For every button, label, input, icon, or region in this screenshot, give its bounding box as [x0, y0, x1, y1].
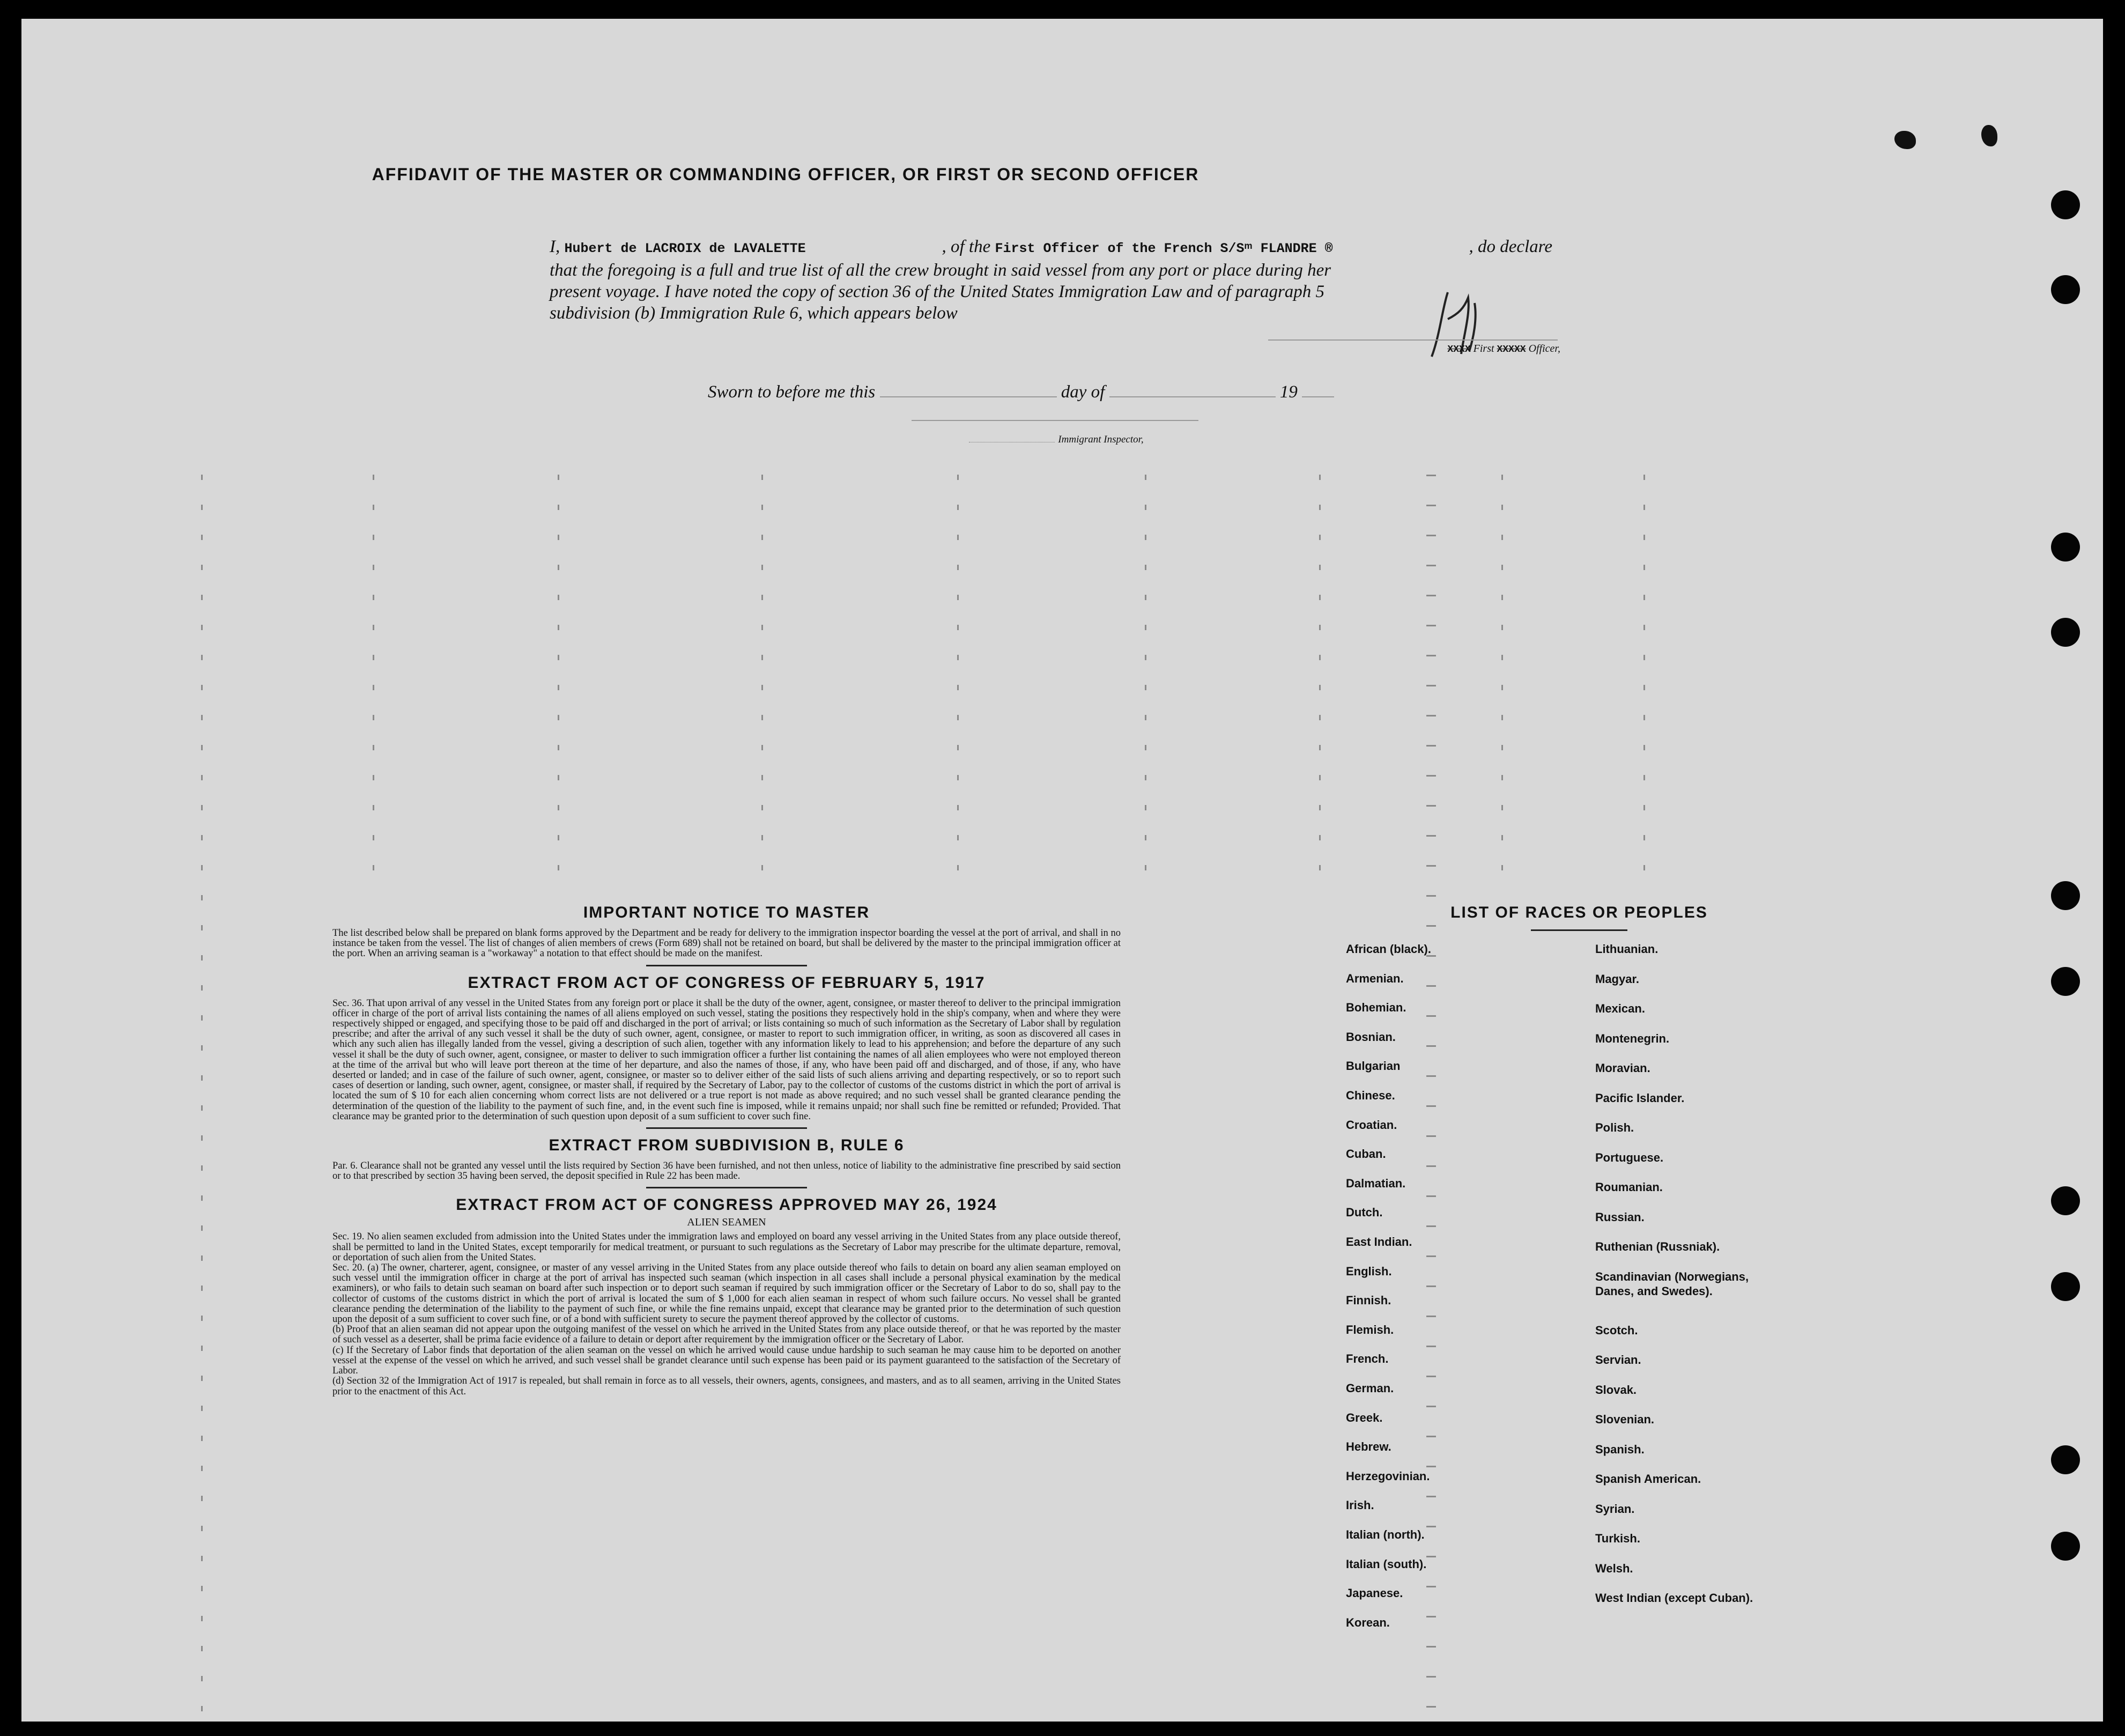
sworn-line — [708, 382, 1405, 402]
bleed-mark — [1145, 475, 1146, 480]
bleed-mark — [558, 685, 559, 690]
bleed-mark — [201, 835, 203, 840]
affidavit-intro — [550, 236, 806, 260]
race-item: Hebrew. — [1346, 1440, 1391, 1454]
bleed-mark — [201, 1556, 203, 1561]
affidavit-declare: , do declare — [1469, 237, 1552, 256]
act-1924-sec20b: (b) Proof that an alien seaman did not appear upon the outgoing manifest of the vessel on which he arrived in the United States from any place outside thereof, or that he was reported by the master of such vessel as a deserter, shall be prima facie evidence of a failure to detain or deport after requirement by the immigration officer or the Secretary of Labor. — [332, 1324, 1121, 1346]
bleed-mark — [201, 985, 203, 991]
bleed-mark — [1426, 505, 1436, 506]
bleed-mark — [1319, 595, 1321, 600]
bleed-mark — [558, 505, 559, 510]
officer-struck-word: XXXX — [1447, 344, 1471, 355]
bleed-mark — [1643, 745, 1645, 750]
bleed-mark — [957, 835, 959, 840]
bleed-mark — [957, 805, 959, 810]
race-item: Greek. — [1346, 1410, 1383, 1424]
bleed-mark — [558, 865, 559, 870]
bleed-mark — [1501, 745, 1503, 750]
bleed-mark — [558, 595, 559, 600]
bleed-mark — [201, 565, 203, 570]
bleed-mark — [201, 1286, 203, 1291]
bleed-mark — [558, 775, 559, 780]
bleed-mark — [957, 775, 959, 780]
bleed-mark — [373, 685, 374, 690]
race-item: English. — [1346, 1264, 1392, 1278]
bleed-mark — [1319, 625, 1321, 630]
divider — [646, 1127, 807, 1129]
act-1924-sec20c: (c) If the Secretary of Labor finds that deportation of the alien seaman on the vessel on which he arrived would cause undue hardship to such seaman he may cause him to be deported on another vessel at the expense of the vessel on which he arrived, and such vessel shall be grandet clearance until such expense has been paid or its payment guaranteed to the satisfaction of the Secretary of Labor. — [332, 1345, 1121, 1377]
officer-suffix: Officer, — [1528, 343, 1560, 354]
bleed-mark — [201, 625, 203, 630]
act-1924-title: EXTRACT FROM ACT OF CONGRESS APPROVED MAY 26, 1924 — [456, 1196, 997, 1214]
bleed-mark — [957, 745, 959, 750]
bleed-mark — [558, 835, 559, 840]
race-item: West Indian (except Cuban). — [1595, 1591, 1753, 1605]
race-item: Magyar. — [1595, 972, 1639, 986]
race-item: Mexican. — [1595, 1002, 1645, 1015]
bleed-mark — [201, 1075, 203, 1081]
bleed-mark — [1145, 595, 1146, 600]
affidavit-title: AFFIDAVIT OF THE MASTER OR COMMANDING OFFICER, OR FIRST OR SECOND OFFICER — [372, 165, 1200, 184]
bleed-mark — [373, 505, 374, 510]
bleed-mark — [201, 1466, 203, 1471]
race-item: Pacific Islander. — [1595, 1091, 1685, 1105]
bleed-mark — [201, 1676, 203, 1681]
race-item: Croatian. — [1346, 1118, 1397, 1132]
bleed-mark — [201, 595, 203, 600]
bleed-mark — [1643, 505, 1645, 510]
bleed-mark — [1643, 685, 1645, 690]
race-item: Armenian. — [1346, 971, 1404, 985]
bleed-mark — [201, 745, 203, 750]
bleed-mark — [957, 865, 959, 870]
bleed-mark — [1319, 835, 1321, 840]
sworn-prefix: Sworn to before me this — [708, 382, 876, 402]
bleed-mark — [761, 805, 763, 810]
bleed-mark — [201, 1225, 203, 1231]
ink-blot — [1981, 125, 1997, 146]
bleed-mark — [201, 1406, 203, 1411]
bleed-mark — [957, 535, 959, 540]
bleed-mark — [1501, 535, 1503, 540]
race-item: Lithuanian. — [1595, 942, 1658, 956]
divider — [646, 965, 807, 966]
officer-name: Hubert de LACROIX de LAVALETTE — [564, 241, 806, 256]
act-1917-text: Sec. 36. That upon arrival of any vessel in the United States from any foreign port or place it shall be the duty of the owner, agent, consignee, or master thereof to deliver to the principal immigration officer in charge of the port of arrival lists containing the names of all aliens employed on such vessel, stating the positions they respectively hold in the ship's company, when and where they were respectively shipped or engaged, and specifying those to be paid off and discharged in the port of arrival; or lists containing so much of such information as the Secretary of Labor shall by regulation prescribe; and after the arrival of any such vessel it shall be the duty of such owner, agent, consignee, or master to report to such immigration officer, in writing, as soon as discovered all cases in which any such alien has illegally landed from the vessel, giving a description of such alien, together with any information likely to lead to his apprehension; and before the departure of any such vessel it shall be the duty of such owner, agent, consignee, or master to deliver to such immigration officer a further list containing the names of all alien employees who were not employed thereon at the time of the arrival but who will leave port thereon at the time of her departure, and also the names of those, if any, who have been paid off and discharged, and of those, if any, who have deserted or landed; and in case of the failure of such owner, agent, consignee, or master so to deliver either of the said lists of such aliens arriving and departing respectively, or so to report such cases of desertion or landing, such owner, agent, consignee, or master shall, if required by the Secretary of Labor, pay to the collector of customs of the customs district in which the port of arrival is located the sum of $ 10 for each alien concerning whom correct lists are not delivered or a true report is not made as above required; and no such vessel shall be granted clearance pending the determination of the question of the liability to the payment of such fine, and, in the event such fine is imposed, while it remains unpaid; nor shall such fine be remitted or refunded; Provided. That clearance may be granted prior to the determination of such question upon deposit of a sum sufficient to cover such fine. — [332, 998, 1121, 1122]
notice-title: IMPORTANT NOTICE TO MASTER — [583, 904, 870, 921]
officer-title-line — [1362, 343, 1560, 355]
bleed-mark — [373, 835, 374, 840]
bleed-mark — [1426, 715, 1436, 716]
race-item: Montenegrin. — [1595, 1031, 1670, 1045]
affidavit-line-3: present voyage. I have noted the copy of section 36 of the United States Immigration Law and of paragraph 5 — [550, 282, 1325, 301]
bleed-mark — [373, 655, 374, 660]
race-item: Scandinavian (Norwegians, Danes, and Swedes). — [1595, 1269, 1749, 1298]
bleed-mark — [1501, 685, 1503, 690]
notices-column — [332, 904, 1121, 1397]
race-item: Portuguese. — [1595, 1150, 1664, 1164]
sworn-day-blank — [880, 396, 1057, 397]
bleed-mark — [201, 1586, 203, 1591]
act-1917-title: EXTRACT FROM ACT OF CONGRESS OF FEBRUARY 5, 1917 — [468, 973, 986, 992]
bleed-mark — [957, 565, 959, 570]
bleed-mark — [558, 565, 559, 570]
bleed-mark — [201, 1376, 203, 1381]
bleed-mark — [957, 655, 959, 660]
punch-hole — [2051, 1272, 2080, 1301]
bleed-mark — [761, 655, 763, 660]
races-divider — [1531, 929, 1627, 931]
bleed-mark — [1426, 805, 1436, 807]
race-item: Bohemian. — [1346, 1001, 1406, 1015]
race-item: Chinese. — [1346, 1089, 1395, 1102]
bleed-mark — [1426, 565, 1436, 566]
affidavit-of-the: , of the — [942, 237, 991, 256]
bleed-mark — [1319, 475, 1321, 480]
races-list — [1346, 904, 1812, 1693]
bleed-mark — [1501, 775, 1503, 780]
bleed-mark — [201, 1706, 203, 1711]
race-item: Flemish. — [1346, 1323, 1394, 1336]
officer-struck-word-2: XXXXX — [1497, 344, 1526, 355]
bleed-mark — [1501, 835, 1503, 840]
race-item: Spanish. — [1595, 1442, 1645, 1456]
bleed-mark — [957, 505, 959, 510]
rule-6-title: EXTRACT FROM SUBDIVISION B, RULE 6 — [549, 1136, 905, 1155]
bleed-mark — [373, 625, 374, 630]
bleed-mark — [1643, 475, 1645, 480]
race-item: Russian. — [1595, 1210, 1645, 1224]
bleed-mark — [761, 865, 763, 870]
bleed-mark — [373, 535, 374, 540]
bleed-mark — [201, 1045, 203, 1051]
bleed-mark — [761, 505, 763, 510]
race-item: Scotch. — [1595, 1323, 1638, 1337]
inspector-label-row — [912, 434, 1201, 446]
sworn-year-blank — [1302, 396, 1334, 397]
bleed-mark — [1643, 865, 1645, 870]
race-item: Ruthenian (Russniak). — [1595, 1240, 1720, 1253]
bleed-mark — [1501, 565, 1503, 570]
punch-hole — [2051, 533, 2080, 562]
race-item: Moravian. — [1595, 1061, 1650, 1075]
bleed-mark — [1426, 775, 1436, 777]
bleed-mark — [201, 1616, 203, 1621]
race-item: Slovak. — [1595, 1383, 1637, 1397]
affidavit-position-text — [942, 236, 1333, 260]
race-item: French. — [1346, 1352, 1389, 1366]
bleed-mark — [373, 565, 374, 570]
bleed-mark — [1501, 595, 1503, 600]
bleed-mark — [1643, 775, 1645, 780]
bleed-mark — [1145, 835, 1146, 840]
bleed-mark — [1145, 625, 1146, 630]
bleed-mark — [1319, 655, 1321, 660]
punch-hole — [2051, 275, 2080, 304]
bleed-mark — [1643, 655, 1645, 660]
punch-hole — [2051, 190, 2080, 219]
bleed-mark — [1145, 655, 1146, 660]
affidavit-first-line — [550, 236, 1552, 260]
bleed-mark — [201, 865, 203, 870]
race-item: Polish. — [1595, 1121, 1634, 1134]
bleed-mark — [1501, 865, 1503, 870]
bleed-mark — [201, 805, 203, 810]
race-item: Japanese. — [1346, 1586, 1403, 1600]
sworn-year: 19 — [1279, 382, 1298, 402]
race-item: East Indian. — [1346, 1235, 1412, 1249]
bleed-mark — [201, 955, 203, 961]
punch-hole — [2051, 1445, 2080, 1474]
inspector-signature-line — [912, 420, 1198, 421]
bleed-mark — [1643, 835, 1645, 840]
bleed-mark — [1319, 805, 1321, 810]
bleed-mark — [201, 1255, 203, 1261]
affidavit-line-2: that the foregoing is a full and true list of all the crew brought in said vessel from any port or place during her — [550, 261, 1331, 280]
bleed-mark — [1319, 505, 1321, 510]
bleed-mark — [1319, 745, 1321, 750]
race-item: Turkish. — [1595, 1532, 1640, 1545]
race-item: Welsh. — [1595, 1561, 1633, 1575]
bleed-mark — [1501, 475, 1503, 480]
bleed-mark — [201, 895, 203, 900]
bleed-mark — [957, 625, 959, 630]
act-1924-subtitle: ALIEN SEAMEN — [687, 1216, 766, 1229]
bleed-mark — [1643, 715, 1645, 720]
bleed-mark — [373, 475, 374, 480]
bleed-mark — [761, 715, 763, 720]
officer-first: First — [1473, 343, 1494, 354]
bleed-mark — [373, 595, 374, 600]
bleed-mark — [201, 925, 203, 930]
bleed-mark — [761, 775, 763, 780]
bleed-mark — [1145, 865, 1146, 870]
race-item: Dutch. — [1346, 1206, 1383, 1220]
bleed-mark — [1643, 805, 1645, 810]
bleed-mark — [201, 1195, 203, 1201]
bleed-mark — [201, 1316, 203, 1321]
punch-hole — [2051, 967, 2080, 996]
bleed-mark — [201, 1496, 203, 1501]
race-item: Italian (south). — [1346, 1557, 1427, 1571]
race-item: Bulgarian — [1346, 1059, 1401, 1073]
bleed-mark — [1643, 595, 1645, 600]
bleed-mark — [761, 535, 763, 540]
bleed-mark — [957, 595, 959, 600]
bleed-mark — [1426, 895, 1436, 897]
race-item: Roumanian. — [1595, 1180, 1663, 1194]
race-item: Spanish American. — [1595, 1472, 1701, 1486]
bleed-mark — [1426, 475, 1436, 476]
bleed-mark — [558, 535, 559, 540]
punch-hole — [2051, 1186, 2080, 1215]
bleed-mark — [201, 685, 203, 690]
bleed-mark — [761, 625, 763, 630]
bleed-mark — [1145, 535, 1146, 540]
punch-hole — [2051, 618, 2080, 647]
bleed-mark — [373, 805, 374, 810]
bleed-mark — [1145, 685, 1146, 690]
act-1924-sec19: Sec. 19. No alien seamen excluded from admission into the United States under the immigration laws and employed on board any vessel arriving in the United States from any place outside thereof, shall be permitted to land in the United States, except temporarily for medical treatment, or pursuant to such regulations as the Secretary of Labor may prescribe for the ultimate departure, removal, or deportation of such alien from the United States. — [332, 1231, 1121, 1263]
races-grid — [1346, 942, 1812, 1693]
bleed-mark — [1426, 685, 1436, 686]
inspector-label: Immigrant Inspector, — [1058, 434, 1144, 445]
races-title: LIST OF RACES OR PEOPLES — [1450, 904, 1708, 921]
bleed-mark — [201, 1346, 203, 1351]
bleed-mark — [201, 1526, 203, 1531]
bleed-mark — [1426, 865, 1436, 867]
bleed-mark — [1643, 535, 1645, 540]
bleed-mark — [957, 475, 959, 480]
bleed-mark — [1501, 715, 1503, 720]
bleed-mark — [1145, 805, 1146, 810]
bleed-mark — [1501, 655, 1503, 660]
race-item: German. — [1346, 1382, 1394, 1395]
bleed-mark — [1426, 1706, 1436, 1708]
sworn-month-blank — [1109, 396, 1276, 397]
race-item: African (black). — [1346, 942, 1431, 956]
bleed-mark — [1426, 835, 1436, 837]
bleed-mark — [201, 1436, 203, 1441]
bleed-mark — [201, 1015, 203, 1021]
bleed-mark — [201, 1135, 203, 1141]
race-item: Slovenian. — [1595, 1413, 1655, 1426]
bleed-mark — [201, 475, 203, 480]
bleed-mark — [201, 775, 203, 780]
bleed-mark — [1319, 685, 1321, 690]
bleed-mark — [201, 1646, 203, 1651]
signature-line — [1268, 339, 1558, 341]
bleed-mark — [1426, 535, 1436, 536]
divider — [646, 1187, 807, 1188]
bleed-mark — [201, 1165, 203, 1171]
bleed-mark — [201, 505, 203, 510]
rule-6-text: Par. 6. Clearance shall not be granted any vessel until the lists required by Section 36 have been furnished, and not then unless, notice of liability to the administrative fine prescribed by said section or to that prescribed by section 35 having been served, the deposit specified in Rule 22 has been made. — [332, 1161, 1121, 1182]
bleed-mark — [1145, 745, 1146, 750]
bleed-mark — [201, 715, 203, 720]
bleed-mark — [373, 775, 374, 780]
affidavit-body — [550, 236, 1552, 324]
officer-position: First Officer of the French S/Sᵐ FLANDRE ® — [995, 241, 1333, 256]
bleed-mark — [761, 745, 763, 750]
bleed-mark — [1319, 565, 1321, 570]
bleed-mark — [558, 625, 559, 630]
bleed-mark — [761, 685, 763, 690]
act-1924-sec20a: Sec. 20. (a) The owner, charterer, agent, consignee, or master of any vessel arriving in the United States from any place outside thereof who fails to detain on board any alien seaman employed on such vessel until the immigration officer in charge at the port of arrival has inspected such seaman (which inspection in all cases shall include a personal physical examination by the medical examiners), or who fails to detain such seaman on board after such inspection or to deport such seaman if required by such immigration officer or the Secretary of Labor to do so, shall pay to the collector of customs of the customs district in which the port of arrival is located the sum of $ 1,000 for each alien seaman in respect of whom such failure occurs. No vessel shall be granted clearance pending the determination of the liability to the payment of such fine, or while the fine remains unpaid, except that clearance may be granted prior to the determination of such question upon the deposit of a sum sufficient to cover such fine, or of a bond with sufficient surety to secure the payment thereof approved by the collector of customs. — [332, 1262, 1121, 1325]
bleed-mark — [1145, 505, 1146, 510]
bleed-mark — [1643, 565, 1645, 570]
document-page — [21, 19, 2103, 1722]
bleed-mark — [201, 1105, 203, 1111]
bleed-mark — [201, 535, 203, 540]
punch-hole — [2051, 1532, 2080, 1561]
notice-text: The list described below shall be prepared on blank forms approved by the Department and be ready for delivery to the immigration inspector boarding the vessel at the port of arrival, and shall in no instance be taken from the vessel. The list of changes of alien members of crews (Form 689) shall not be retained on board, but shall be delivered by the master to the principal immigration officer at the port. When an arriving seaman is a "workaway" a notation to that effect should be made on the manifest. — [332, 928, 1121, 959]
bleed-mark — [1319, 535, 1321, 540]
sworn-day: day of — [1061, 382, 1105, 402]
bleed-mark — [761, 565, 763, 570]
bleed-mark — [1501, 805, 1503, 810]
bleed-mark — [1426, 655, 1436, 656]
race-item: Bosnian. — [1346, 1030, 1396, 1044]
act-1924-sec20d: (d) Section 32 of the Immigration Act of 1917 is repealed, but shall remain in force as to all vessels, their owners, agents, consignees, and masters, and as to all seamen, arriving in the United States prior to the enactment of this Act. — [332, 1376, 1121, 1397]
bleed-mark — [1426, 595, 1436, 596]
bleed-mark — [373, 865, 374, 870]
race-item: Dalmatian. — [1346, 1176, 1406, 1190]
race-item: Servian. — [1595, 1353, 1641, 1366]
bleed-mark — [761, 595, 763, 600]
bleed-mark — [1426, 745, 1436, 747]
bleed-mark — [1145, 775, 1146, 780]
bleed-mark — [1319, 715, 1321, 720]
bleed-mark — [558, 715, 559, 720]
bleed-mark — [957, 715, 959, 720]
bleed-mark — [201, 655, 203, 660]
affidavit-line-4: subdivision (b) Immigration Rule 6, which appears below — [550, 304, 958, 323]
bleed-mark — [1145, 565, 1146, 570]
bleed-mark — [1501, 505, 1503, 510]
bleed-mark — [558, 475, 559, 480]
bleed-mark — [558, 805, 559, 810]
bleed-mark — [1145, 715, 1146, 720]
bleed-mark — [761, 835, 763, 840]
bleed-mark — [1426, 625, 1436, 626]
bleed-mark — [1319, 775, 1321, 780]
bleed-mark — [558, 655, 559, 660]
bleed-mark — [957, 685, 959, 690]
bleed-mark — [761, 475, 763, 480]
bleed-mark — [373, 715, 374, 720]
affidavit-i: I, — [550, 237, 560, 256]
bleed-mark — [558, 745, 559, 750]
race-item: Korean. — [1346, 1615, 1390, 1629]
race-item: Syrian. — [1595, 1502, 1635, 1516]
race-item: Italian (north). — [1346, 1528, 1425, 1541]
bleed-mark — [373, 745, 374, 750]
bleed-mark — [1319, 865, 1321, 870]
punch-hole — [2051, 881, 2080, 910]
race-item: Herzegovinian. — [1346, 1469, 1430, 1483]
race-item: Finnish. — [1346, 1294, 1391, 1307]
ink-blot — [1894, 131, 1916, 149]
race-item: Cuban. — [1346, 1147, 1386, 1161]
bleed-mark — [1643, 625, 1645, 630]
race-item: Irish. — [1346, 1498, 1374, 1512]
bleed-mark — [1501, 625, 1503, 630]
